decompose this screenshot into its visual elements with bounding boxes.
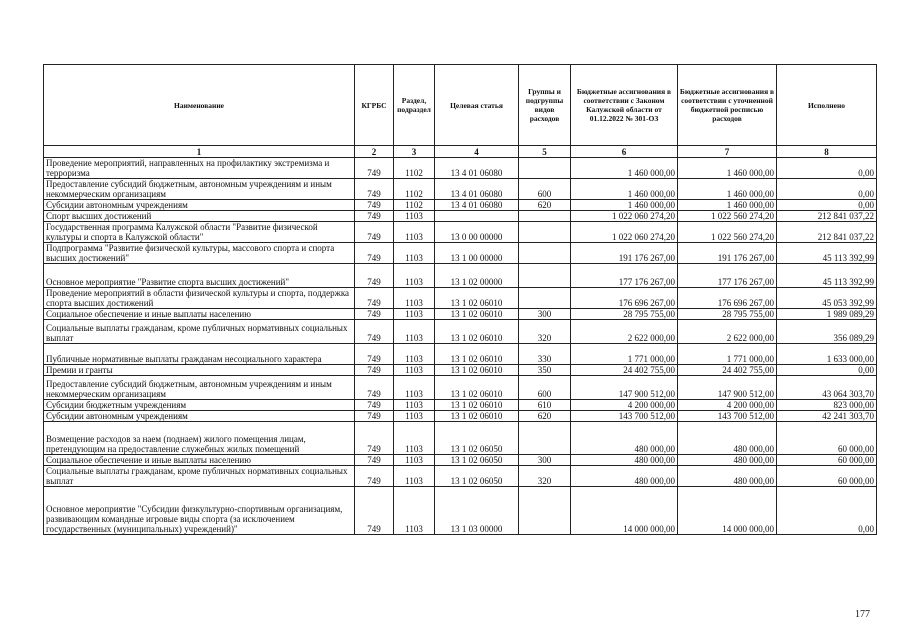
column-number-row — [44, 146, 877, 158]
row-refined-allocation: 14 000 000,00 — [678, 487, 777, 535]
row-section: 1103 — [394, 466, 435, 487]
header-group: Группы и подгруппы видов расходов — [519, 65, 571, 146]
table-row — [44, 344, 877, 365]
row-group: 610 — [519, 400, 571, 411]
row-executed: 43 064 303,70 — [777, 376, 877, 400]
row-article: 13 1 02 06050 — [435, 466, 519, 487]
row-article: 13 4 01 06080 — [435, 158, 519, 179]
row-name: Подпрограмма "Развитие физической культуры, массового спорта и спорта высших достижений" — [44, 243, 355, 264]
table-row — [44, 264, 877, 288]
row-kgrbs: 749 — [355, 376, 394, 400]
row-kgrbs: 749 — [355, 309, 394, 320]
table-row — [44, 466, 877, 487]
row-law-allocation: 147 900 512,00 — [571, 376, 678, 400]
row-group: 600 — [519, 179, 571, 200]
row-section: 1103 — [394, 344, 435, 365]
row-kgrbs: 749 — [355, 344, 394, 365]
row-group: 300 — [519, 455, 571, 466]
row-refined-allocation: 1 771 000,00 — [678, 344, 777, 365]
row-law-allocation: 480 000,00 — [571, 455, 678, 466]
row-article: 13 1 02 06010 — [435, 288, 519, 309]
row-group — [519, 222, 571, 243]
row-name: Возмещение расходов за наем (поднаем) жилого помещения лицам, претендующим на предоставление служебных жилых помещений — [44, 422, 355, 455]
row-group — [519, 264, 571, 288]
row-article: 13 1 02 00000 — [435, 264, 519, 288]
row-name: Субсидии бюджетным учреждениям — [44, 400, 355, 411]
header-row — [44, 65, 877, 146]
row-executed: 45 113 392,99 — [777, 264, 877, 288]
row-section: 1102 — [394, 200, 435, 211]
table-row — [44, 320, 877, 344]
column-number: 7 — [678, 146, 777, 158]
budget-execution-table — [43, 64, 877, 535]
row-refined-allocation: 480 000,00 — [678, 422, 777, 455]
row-section: 1103 — [394, 365, 435, 376]
row-kgrbs: 749 — [355, 211, 394, 222]
row-article: 13 1 02 06050 — [435, 422, 519, 455]
row-article: 13 1 03 00000 — [435, 487, 519, 535]
row-refined-allocation: 1 022 560 274,20 — [678, 222, 777, 243]
column-number: 4 — [435, 146, 519, 158]
row-law-allocation: 1 771 000,00 — [571, 344, 678, 365]
row-article: 13 0 00 00000 — [435, 222, 519, 243]
table-body — [44, 158, 877, 535]
row-name: Государственная программа Калужской области "Развитие физической культуры и спорта в Калужской области" — [44, 222, 355, 243]
row-executed: 45 113 392,99 — [777, 243, 877, 264]
row-section: 1103 — [394, 288, 435, 309]
table-row — [44, 455, 877, 466]
row-kgrbs: 749 — [355, 411, 394, 422]
row-name: Социальные выплаты гражданам, кроме публичных нормативных социальных выплат — [44, 466, 355, 487]
row-executed: 0,00 — [777, 158, 877, 179]
row-refined-allocation: 480 000,00 — [678, 455, 777, 466]
row-section: 1103 — [394, 222, 435, 243]
row-article: 13 1 02 06010 — [435, 365, 519, 376]
row-article — [435, 211, 519, 222]
row-refined-allocation: 28 795 755,00 — [678, 309, 777, 320]
row-name: Субсидии автономным учреждениям — [44, 411, 355, 422]
row-law-allocation: 480 000,00 — [571, 422, 678, 455]
table-row — [44, 243, 877, 264]
row-section: 1102 — [394, 179, 435, 200]
column-number: 8 — [777, 146, 877, 158]
header-refined-allocations: Бюджетные ассигнования в соответствии с уточненной бюджетной росписью расходов — [678, 65, 777, 146]
column-number: 5 — [519, 146, 571, 158]
row-section: 1103 — [394, 455, 435, 466]
row-section: 1103 — [394, 400, 435, 411]
row-name: Социальное обеспечение и иные выплаты населению — [44, 309, 355, 320]
row-group — [519, 422, 571, 455]
table-row — [44, 288, 877, 309]
row-kgrbs: 749 — [355, 400, 394, 411]
row-name: Социальные выплаты гражданам, кроме публичных нормативных социальных выплат — [44, 320, 355, 344]
page-number: 177 — [855, 609, 870, 620]
row-executed: 0,00 — [777, 200, 877, 211]
table-row — [44, 400, 877, 411]
row-executed: 212 841 037,22 — [777, 211, 877, 222]
row-article: 13 1 02 06010 — [435, 309, 519, 320]
row-kgrbs: 749 — [355, 288, 394, 309]
row-group: 320 — [519, 320, 571, 344]
row-refined-allocation: 177 176 267,00 — [678, 264, 777, 288]
row-law-allocation: 1 460 000,00 — [571, 200, 678, 211]
row-law-allocation: 1 460 000,00 — [571, 179, 678, 200]
table-row — [44, 211, 877, 222]
header-name: Наименование — [44, 65, 355, 146]
row-refined-allocation: 1 022 560 274,20 — [678, 211, 777, 222]
row-refined-allocation: 147 900 512,00 — [678, 376, 777, 400]
row-law-allocation: 480 000,00 — [571, 466, 678, 487]
row-kgrbs: 749 — [355, 455, 394, 466]
row-article: 13 1 02 06010 — [435, 411, 519, 422]
row-law-allocation: 28 795 755,00 — [571, 309, 678, 320]
row-kgrbs: 749 — [355, 422, 394, 455]
row-section: 1103 — [394, 411, 435, 422]
row-executed: 823 000,00 — [777, 400, 877, 411]
row-law-allocation: 24 402 755,00 — [571, 365, 678, 376]
row-name: Премии и гранты — [44, 365, 355, 376]
table-row — [44, 200, 877, 211]
row-group: 350 — [519, 365, 571, 376]
row-executed: 60 000,00 — [777, 455, 877, 466]
column-number: 6 — [571, 146, 678, 158]
row-name: Основное мероприятие "Развитие спорта высших достижений" — [44, 264, 355, 288]
row-name: Проведение мероприятий в области физической культуры и спорта, поддержка спорта высших достижений — [44, 288, 355, 309]
table-row — [44, 487, 877, 535]
row-name: Проведение мероприятий, направленных на профилактику экстремизма и терроризма — [44, 158, 355, 179]
row-refined-allocation: 24 402 755,00 — [678, 365, 777, 376]
column-number: 3 — [394, 146, 435, 158]
row-kgrbs: 749 — [355, 320, 394, 344]
row-section: 1103 — [394, 487, 435, 535]
header-section: Раздел, подраздел — [394, 65, 435, 146]
column-number: 2 — [355, 146, 394, 158]
row-section: 1103 — [394, 422, 435, 455]
row-executed: 1 989 089,29 — [777, 309, 877, 320]
row-refined-allocation: 143 700 512,00 — [678, 411, 777, 422]
row-article: 13 1 00 00000 — [435, 243, 519, 264]
row-executed: 356 089,29 — [777, 320, 877, 344]
row-refined-allocation: 1 460 000,00 — [678, 179, 777, 200]
row-name: Публичные нормативные выплаты гражданам несоциального характера — [44, 344, 355, 365]
row-section: 1103 — [394, 264, 435, 288]
row-section: 1103 — [394, 211, 435, 222]
row-section: 1103 — [394, 243, 435, 264]
row-article: 13 4 01 06080 — [435, 179, 519, 200]
row-executed: 0,00 — [777, 179, 877, 200]
table-row — [44, 179, 877, 200]
row-executed: 42 241 303,70 — [777, 411, 877, 422]
row-article: 13 1 02 06050 — [435, 455, 519, 466]
row-executed: 212 841 037,22 — [777, 222, 877, 243]
row-refined-allocation: 191 176 267,00 — [678, 243, 777, 264]
row-name: Предоставление субсидий бюджетным, автономным учреждениям и иным некоммерческим организациям — [44, 179, 355, 200]
row-law-allocation: 176 696 267,00 — [571, 288, 678, 309]
row-section: 1102 — [394, 158, 435, 179]
row-name: Предоставление субсидий бюджетным, автономным учреждениям и иным некоммерческим организациям — [44, 376, 355, 400]
row-law-allocation: 1 460 000,00 — [571, 158, 678, 179]
row-refined-allocation: 480 000,00 — [678, 466, 777, 487]
row-group: 330 — [519, 344, 571, 365]
row-name: Основное мероприятие "Субсидии физкультурно-спортивным организациям, развивающим командные игровые виды спорта (за исключением государственных (муниципальных) учреждений)" — [44, 487, 355, 535]
row-kgrbs: 749 — [355, 365, 394, 376]
row-section: 1103 — [394, 320, 435, 344]
row-refined-allocation: 1 460 000,00 — [678, 200, 777, 211]
table-row — [44, 411, 877, 422]
row-name: Субсидии автономным учреждениям — [44, 200, 355, 211]
row-group: 620 — [519, 200, 571, 211]
row-executed: 60 000,00 — [777, 422, 877, 455]
row-refined-allocation: 4 200 000,00 — [678, 400, 777, 411]
row-kgrbs: 749 — [355, 200, 394, 211]
row-name: Спорт высших достижений — [44, 211, 355, 222]
table-row — [44, 222, 877, 243]
row-law-allocation: 2 622 000,00 — [571, 320, 678, 344]
row-law-allocation: 4 200 000,00 — [571, 400, 678, 411]
table-row — [44, 376, 877, 400]
row-kgrbs: 749 — [355, 466, 394, 487]
row-law-allocation: 143 700 512,00 — [571, 411, 678, 422]
header-law-allocations: Бюджетные ассигнования в соответствии с Законом Калужской области от 01.12.2022 № 301-ОЗ — [571, 65, 678, 146]
row-name: Социальное обеспечение и иные выплаты населению — [44, 455, 355, 466]
header-kgrbs: КГРБС — [355, 65, 394, 146]
row-executed: 60 000,00 — [777, 466, 877, 487]
row-article: 13 1 02 06010 — [435, 400, 519, 411]
row-group — [519, 487, 571, 535]
row-law-allocation: 1 022 060 274,20 — [571, 211, 678, 222]
row-executed: 1 633 000,00 — [777, 344, 877, 365]
table-row — [44, 365, 877, 376]
row-refined-allocation: 2 622 000,00 — [678, 320, 777, 344]
row-kgrbs: 749 — [355, 222, 394, 243]
column-number: 1 — [44, 146, 355, 158]
row-group — [519, 211, 571, 222]
row-group: 300 — [519, 309, 571, 320]
table-row — [44, 158, 877, 179]
row-kgrbs: 749 — [355, 487, 394, 535]
row-section: 1103 — [394, 309, 435, 320]
row-kgrbs: 749 — [355, 158, 394, 179]
row-group: 600 — [519, 376, 571, 400]
table-row — [44, 422, 877, 455]
row-refined-allocation: 1 460 000,00 — [678, 158, 777, 179]
row-law-allocation: 14 000 000,00 — [571, 487, 678, 535]
row-group — [519, 158, 571, 179]
row-article: 13 4 01 06080 — [435, 200, 519, 211]
table-row — [44, 309, 877, 320]
row-law-allocation: 1 022 060 274,20 — [571, 222, 678, 243]
row-kgrbs: 749 — [355, 264, 394, 288]
row-article: 13 1 02 06010 — [435, 320, 519, 344]
header-executed: Исполнено — [777, 65, 877, 146]
row-law-allocation: 191 176 267,00 — [571, 243, 678, 264]
row-group: 620 — [519, 411, 571, 422]
row-group: 320 — [519, 466, 571, 487]
row-group — [519, 288, 571, 309]
row-executed: 0,00 — [777, 365, 877, 376]
header-article: Целевая статья — [435, 65, 519, 146]
row-article: 13 1 02 06010 — [435, 376, 519, 400]
row-section: 1103 — [394, 376, 435, 400]
row-group — [519, 243, 571, 264]
row-refined-allocation: 176 696 267,00 — [678, 288, 777, 309]
row-law-allocation: 177 176 267,00 — [571, 264, 678, 288]
row-article: 13 1 02 06010 — [435, 344, 519, 365]
row-executed: 0,00 — [777, 487, 877, 535]
row-kgrbs: 749 — [355, 243, 394, 264]
row-kgrbs: 749 — [355, 179, 394, 200]
row-executed: 45 053 392,99 — [777, 288, 877, 309]
